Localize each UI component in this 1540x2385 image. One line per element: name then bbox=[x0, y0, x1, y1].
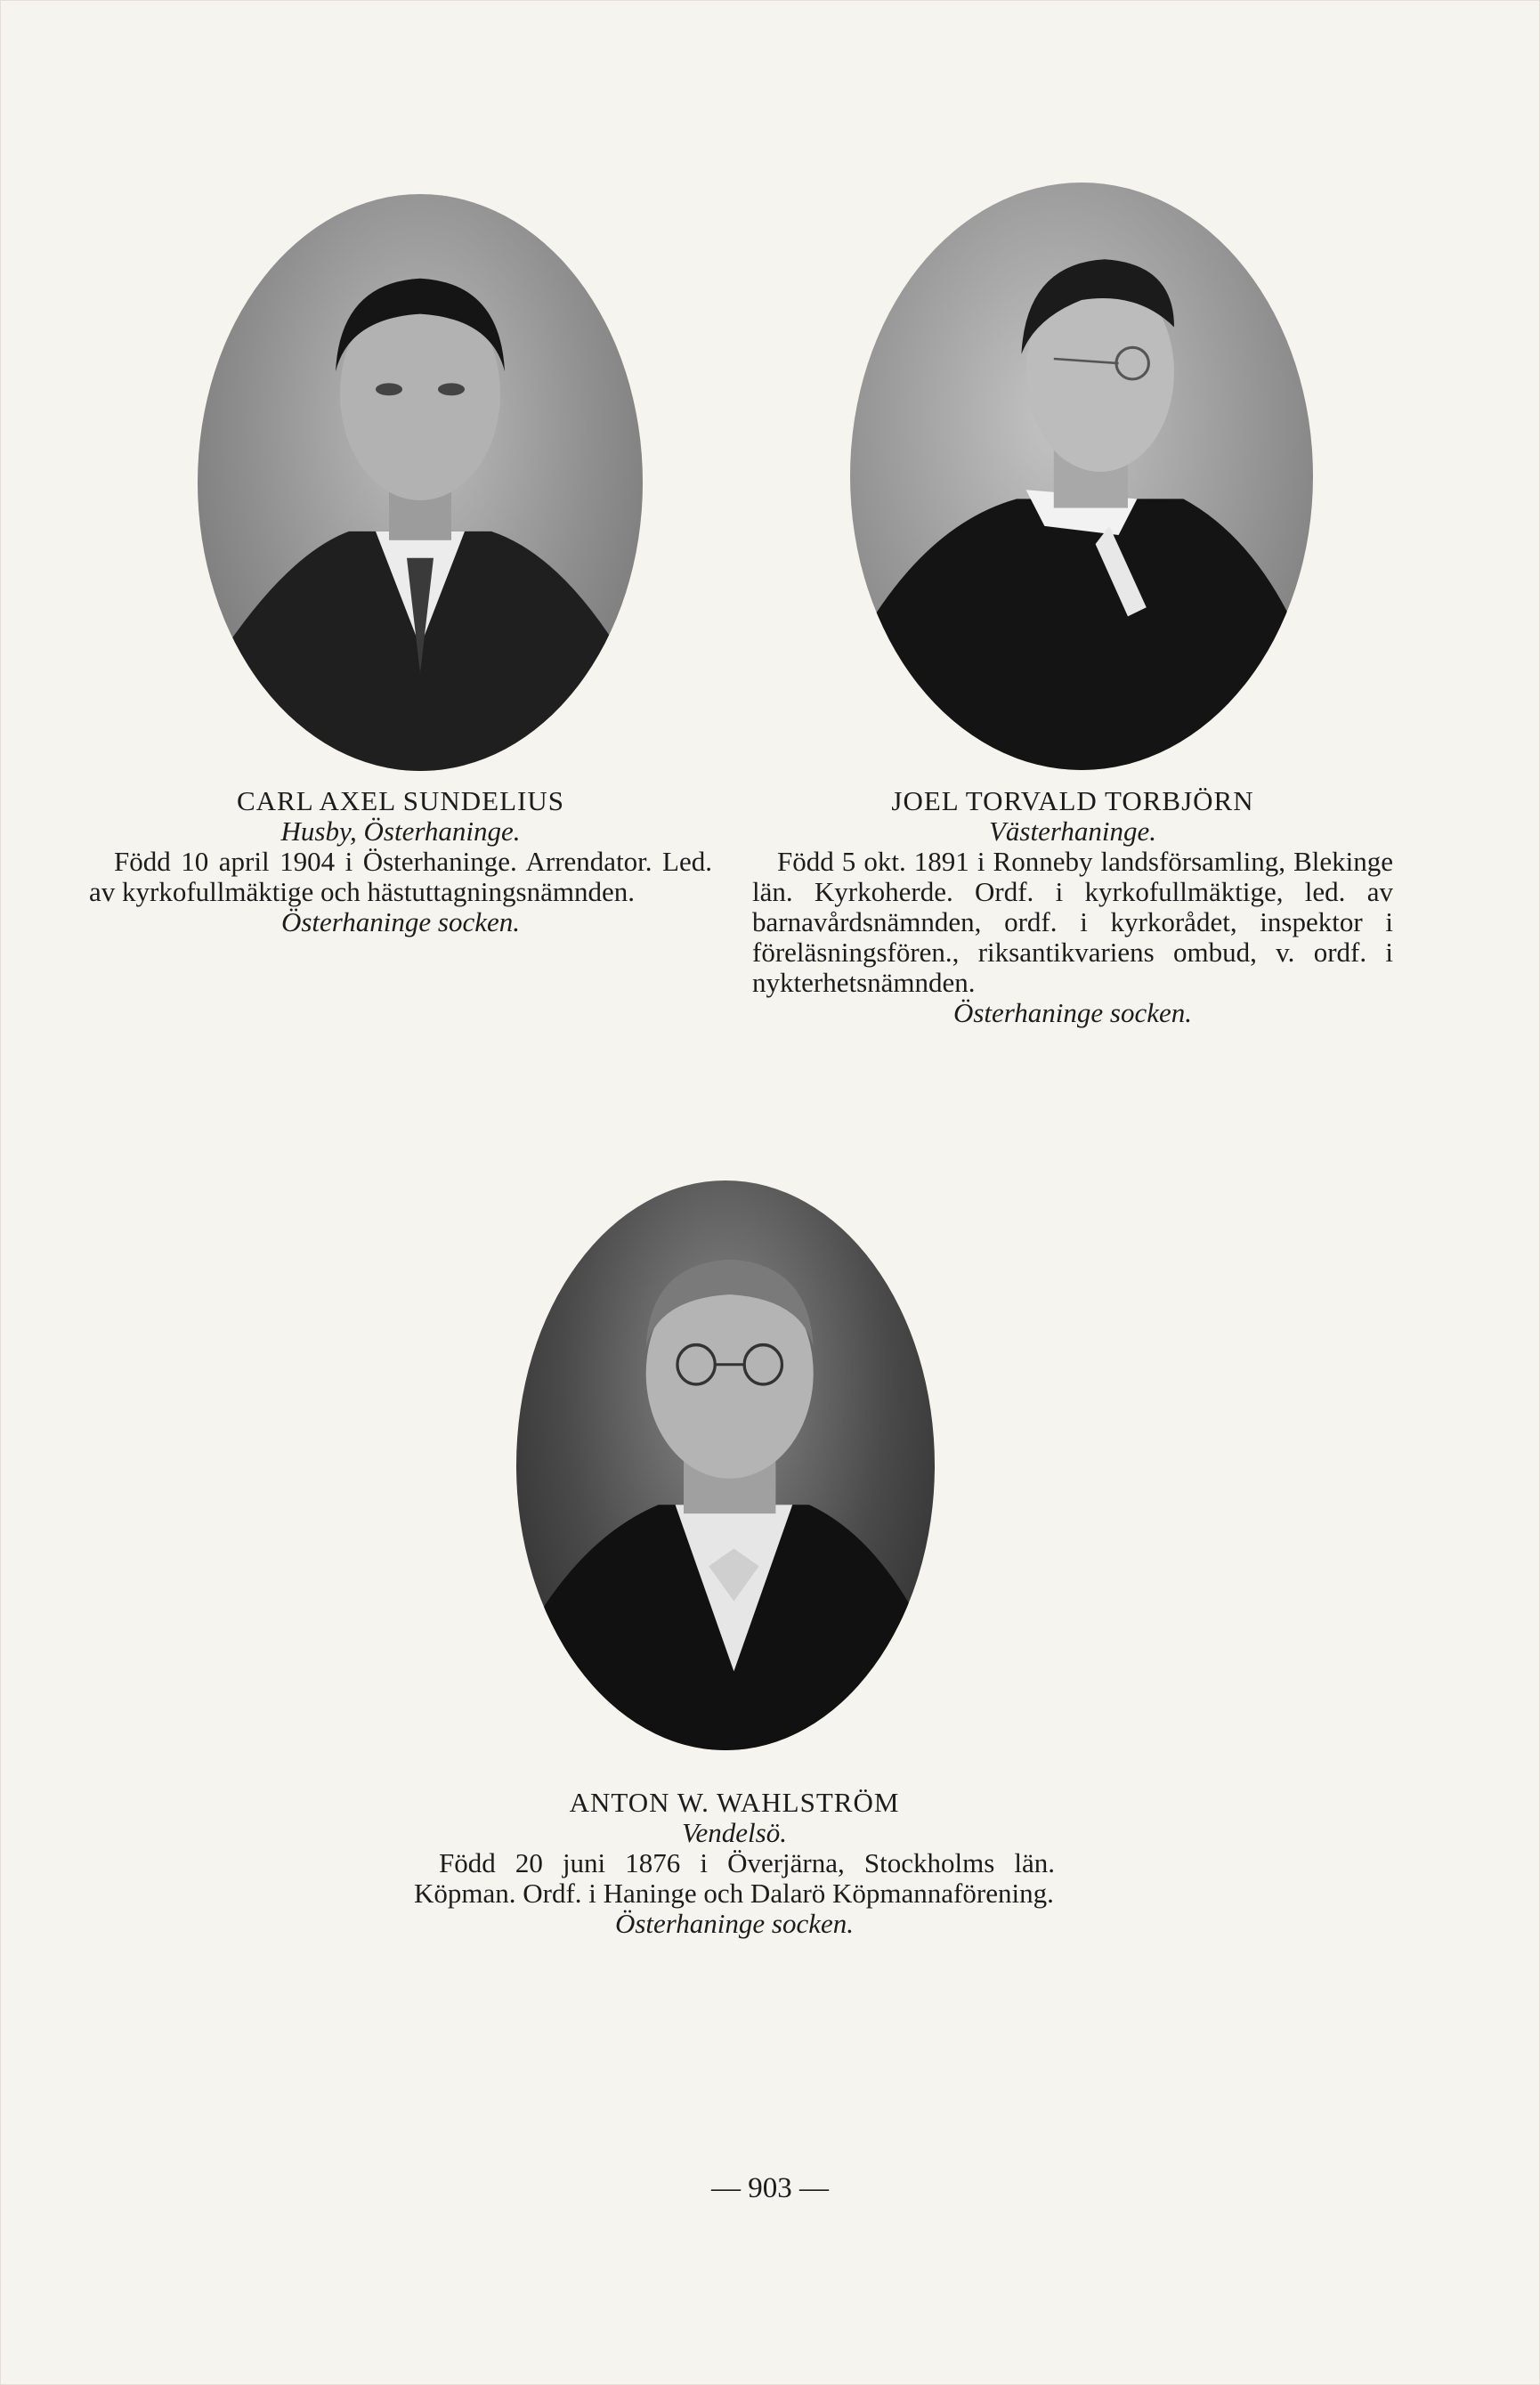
entry-biography: Född 5 okt. 1891 i Ronneby landsförsamling, Blekinge län. Kyrkoherde. Ordf. i kyrkofullmäktige, led. av barnavårdsnämnden, ordf. i kyrkorådet, inspektor i föreläsningsfören., riksantikvariens ombud, v. ordf. i nykterhetsnämnden. bbox=[752, 846, 1393, 998]
page-number: — 903 — bbox=[711, 2172, 829, 2204]
entry-parish: Österhaninge socken. bbox=[952, 997, 1193, 1028]
entry-parish: Österhaninge socken. bbox=[280, 906, 521, 937]
entry-name: JOEL TORVALD TORBJÖRN bbox=[891, 785, 1254, 816]
entry-torbjorn bbox=[752, 786, 1393, 1028]
portrait-figure bbox=[516, 1180, 935, 1750]
entry-biography: Född 10 april 1904 i Österhaninge. Arrendator. Led. av kyrkofullmäktige och hästuttagningsnämnden. bbox=[89, 846, 712, 907]
entry-biography: Född 20 juni 1876 i Överjärna, Stockholms län. Köpman. Ordf. i Haninge och Dalarö Köpmannaförening. bbox=[414, 1847, 1055, 1909]
portrait-figure bbox=[850, 183, 1313, 770]
portrait-figure bbox=[198, 194, 643, 771]
entry-sundelius bbox=[89, 786, 712, 937]
entry-name: ANTON W. WAHLSTRÖM bbox=[569, 1787, 900, 1818]
entry-place: Västerhaninge. bbox=[989, 815, 1156, 847]
entry-place: Vendelsö. bbox=[682, 1817, 787, 1848]
portrait-photo-wahlstrom bbox=[516, 1180, 935, 1750]
entry-place: Husby, Österhaninge. bbox=[280, 815, 521, 847]
portrait-photo-sundelius bbox=[198, 194, 643, 771]
entry-name: CARL AXEL SUNDELIUS bbox=[236, 785, 565, 816]
entry-wahlstrom bbox=[414, 1788, 1055, 1939]
portrait-photo-torbjorn bbox=[850, 183, 1313, 770]
entry-parish: Österhaninge socken. bbox=[614, 1908, 855, 1939]
